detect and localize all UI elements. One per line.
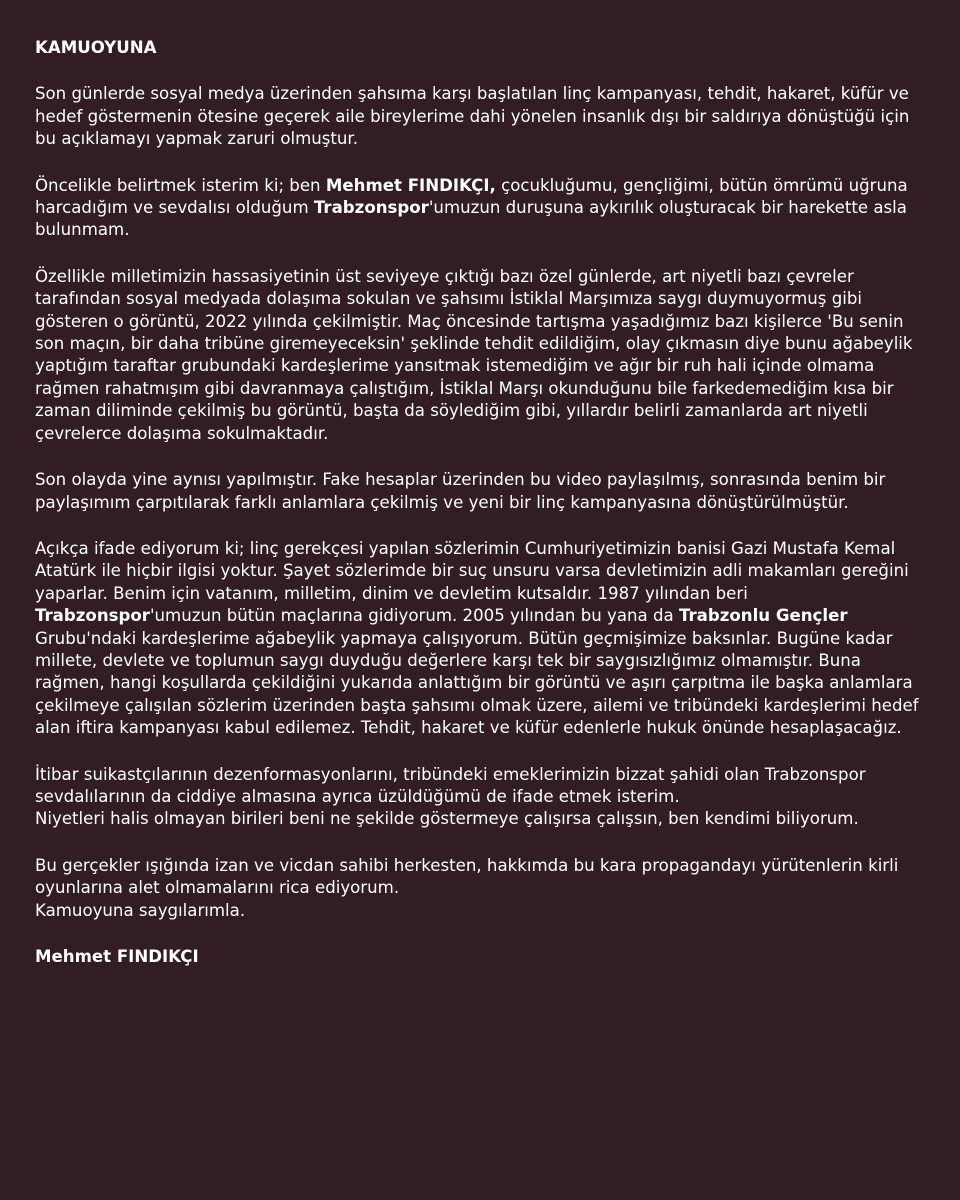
club-name-bold: Trabzonspor	[313, 198, 429, 218]
closing-salutation: Kamuoyuna saygılarımla.	[35, 900, 246, 920]
text-segment: Açıkça ifade ediyorum ki; linç gerekçesi yapılan sözlerimin Cumhuriyetimizin banisi Gazi Mustafa Kemal Atatürk ile hiçbir ilgisi yoktur. Şayet sözlerimde bir suç unsuru varsa devletimizin adli makamları gereğini yaparlar. Benim için vatanım, milletim, dinim ve devletim kutsaldır. 1987 yılından beri	[35, 538, 909, 603]
text-segment: Öncelikle belirtmek isterim ki; ben	[35, 175, 326, 195]
paragraph-self-knowledge: Niyetleri halis olmayan birileri beni ne şekilde göstermeye çalışırsa çalışsın, ben kendimi biliyorum.	[35, 809, 859, 829]
paragraph-regret: İtibar suikastçılarının dezenformasyonlarını, tribündeki emeklerimizin bizzat şahidi olan Trabzonspor sevdalılarının da ciddiye almasına ayrıca üzüldüğümü de ifade etmek isterim.	[35, 764, 866, 806]
paragraph-declaration	[35, 538, 932, 740]
document-heading: KAMUOYUNA	[35, 38, 157, 57]
paragraph-intro: Son günlerde sosyal medya üzerinden şahsıma karşı başlatılan linç kampanyası, tehdit, hakaret, küfür ve hedef göstermenin ötesine geçerek aile bireylerime dahi yönelen insanlık dışı bir saldırıya dönüştüğü için bu açıklamayı yapmak zaruri olmuştur.	[35, 84, 910, 149]
signature: Mehmet FINDIKÇI	[35, 947, 199, 966]
author-name-bold: Mehmet FINDIKÇI,	[325, 175, 496, 195]
text-segment: 'umuzun bütün maçlarına gidiyorum. 2005 yılından bu yana da	[149, 606, 679, 626]
text-segment: çocukluğumu, gençliğimi, bütün ömrümü uğruna harcadığım ve sevdalısı olduğum	[35, 175, 908, 218]
text-segment: 'umuzun duruşuna aykırılık oluşturacak bir harekette asla bulunmam.	[35, 198, 907, 240]
paragraph-latest-incident: Son olayda yine aynısı yapılmıştır. Fake hesaplar üzerinden bu video paylaşılmış, sonrasında benim bir paylaşımım çarpıtılarak farklı anlamlara çekilmiş ve yeni bir linç kampanyasına dönüştürülmüştür.	[35, 470, 886, 512]
paragraph-footage-explanation: Özellikle milletimizin hassasiyetinin üst seviyeye çıktığı bazı özel günlerde, art niyetli bazı çevreler tarafından sosyal medyada dolaşıma sokulan ve şahsımı İstiklal Marşımıza saygı duymuyormuş gibi gösteren o görüntü, 2022 yılında çekilmiştir. Maç öncesinde tartışma yaşadığımız bazı kişilerce 'Bu senin son maçın, bir daha tribüne giremeyeceksin' şeklinde tehdit edildiğim, olay çıkmasın diye bunu ağabeylik yaptığım taraftar grubundaki kardeşlerime yansıtmak istemediğim ve ağır bir ruh hali içinde olmama rağmen rahatmışım gibi davranmaya çalıştığım, İstiklal Marşı okunduğunu bile farkedemediğim kısa bir zaman diliminde çekilmiş bu görüntü, başta da söylediğim gibi, yıllardır belirli zamanlarda art niyetli çevrelerce dolaşıma sokulmaktadır.	[35, 266, 913, 443]
club-name-bold: Trabzonspor	[35, 606, 150, 626]
paragraph-identity	[35, 175, 932, 242]
group-name-bold: Trabzonlu Gençler	[678, 606, 848, 626]
paragraph-request: Bu gerçekler ışığında izan ve vicdan sahibi herkesten, hakkımda bu kara propagandayı yürütenlerin kirli oyunlarına alet olmamalarını rica ediyorum.	[35, 855, 899, 898]
text-segment: Grubu'ndaki kardeşlerime ağabeylik yapmaya çalışıyorum. Bütün geçmişimize baksınlar. Bugüne kadar millete, devlete ve toplumun saygı duyduğu değerlere karşı tek bir saygısızlığımız olmamıştır. Buna rağmen, hangi koşullarda çekildiğini yukarıda anlattığım bir görüntü ve aşırı çarpıtma ile başka anlamlara çekilmeye çalışılan sözlerim üzerinden başta şahsımı olmak üzere, ailemi ve tribündeki kardeşlerimi hedef alan iftira kampanyası kabul edilemez. Tehdit, hakaret ve küfür edenlerle hukuk önünde hesaplaşacağız.	[35, 628, 919, 738]
